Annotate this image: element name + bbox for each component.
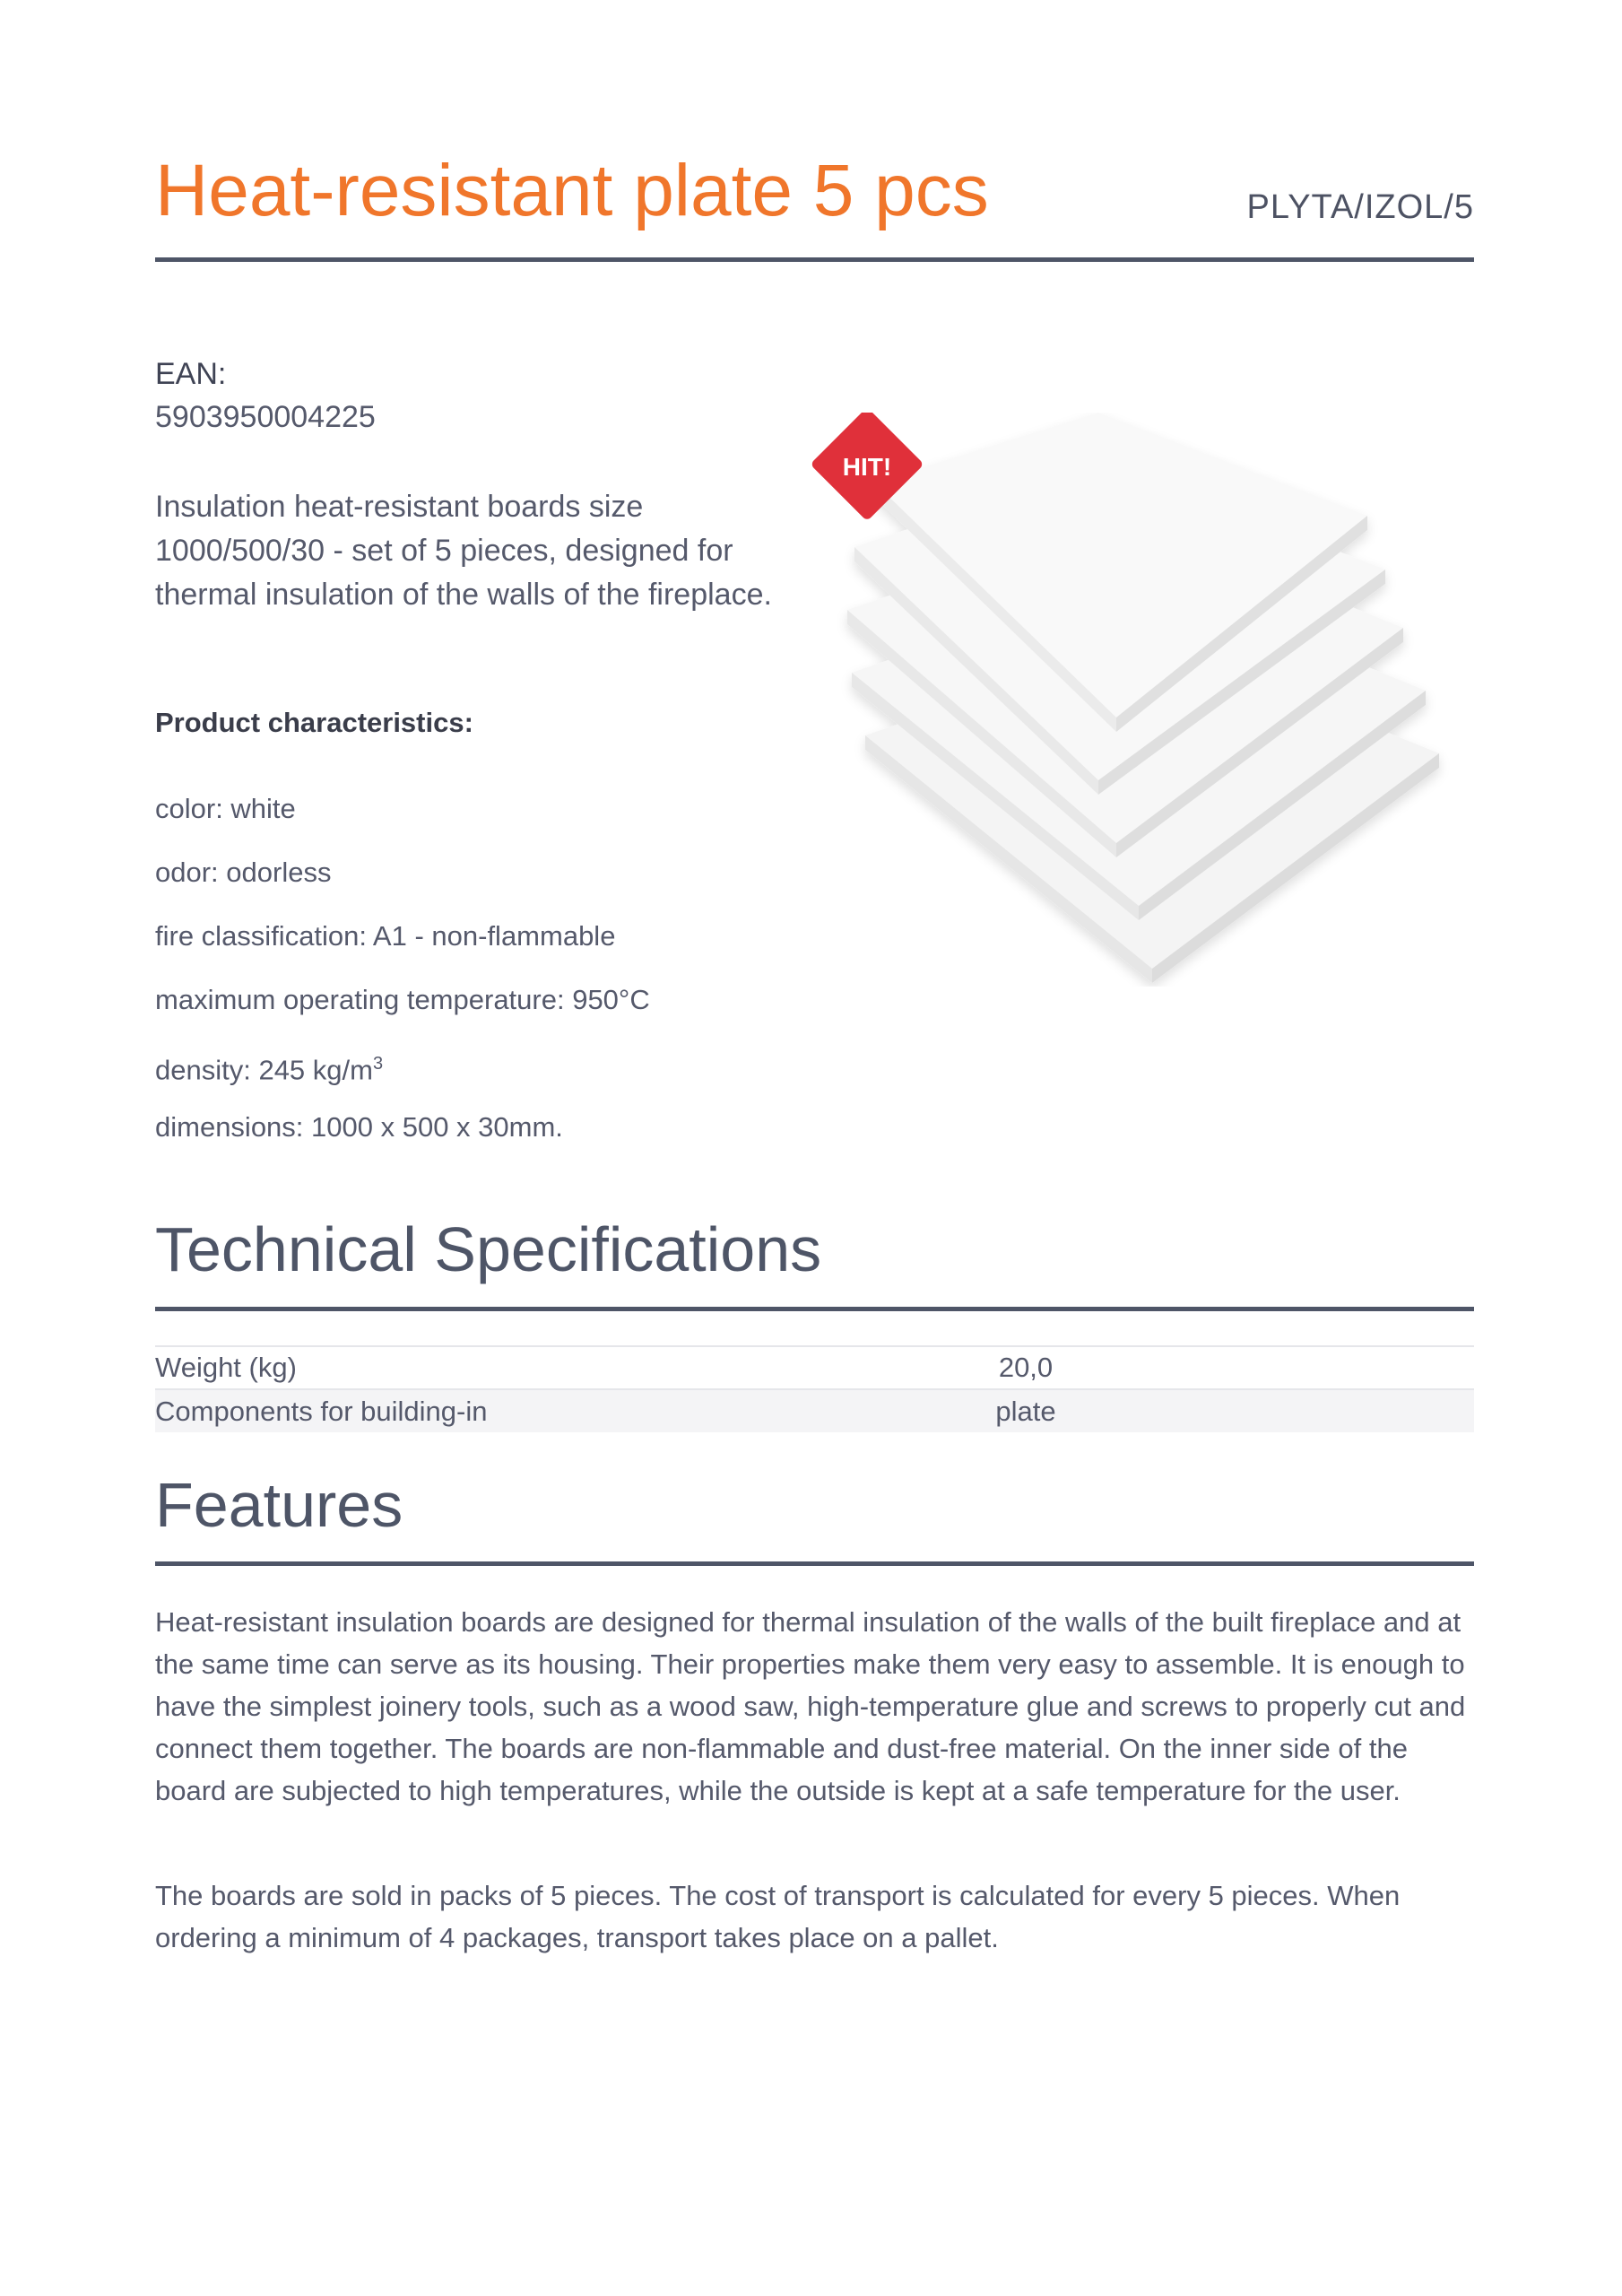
features-paragraph: Heat-resistant insulation boards are designed for thermal insulation of the walls of the built fireplace and at the same time can serve as its housing. Their properties make them very easy to assemble. It is enough to have the simplest joinery tools, such as a wood saw, high-temperature glue and screws to properly cut and connect them together. The boards are non-flammable and dust-free material. On the inner side of the board are subjected to high temperatures, while the outside is kept at a safe temperature for the user.: [155, 1606, 1466, 1806]
table-row: [155, 1346, 1474, 1389]
characteristic-item: odor: odorless: [155, 857, 332, 888]
characteristic-item: fire classification: A1 - non-flammable: [155, 920, 616, 952]
technical-divider: [155, 1307, 1474, 1311]
density-exponent: 3: [372, 1054, 384, 1074]
characteristic-item-density: [155, 1046, 650, 1109]
product-image: [811, 413, 1457, 987]
characteristic-item: color: white: [155, 793, 296, 824]
product-title: Heat-resistant plate 5 pcs: [155, 150, 989, 231]
characteristics-list: [155, 791, 650, 1173]
ean-label: EAN:: [155, 357, 227, 391]
characteristic-item: maximum operating temperature: 950°C: [155, 984, 650, 1015]
spec-label: Weight (kg): [155, 1352, 297, 1383]
product-description: Insulation heat-resistant boards size 1000/500/30 - set of 5 pieces, designed for thermal insulation of the walls of the fireplace.: [155, 490, 772, 612]
hit-badge-text: HIT!: [842, 453, 892, 481]
features-divider: [155, 1561, 1474, 1566]
table-row: [155, 1389, 1474, 1432]
features-paragraph: The boards are sold in packs of 5 pieces. The cost of transport is calculated for every 5 pieces. When ordering a minimum of 4 packages, transport takes place on a pallet.: [155, 1880, 1401, 1953]
spec-value: 20,0: [998, 1352, 1054, 1383]
title-divider: [155, 257, 1474, 262]
spec-table: [155, 1345, 1474, 1432]
characteristics-heading: Product characteristics:: [155, 707, 473, 738]
ean-value: 5903950004225: [155, 400, 376, 434]
technical-specifications-title: Technical Specifications: [155, 1214, 822, 1284]
spec-label: Components for building-in: [155, 1395, 488, 1427]
board-stack: [847, 413, 1439, 983]
features-title: Features: [155, 1470, 403, 1540]
characteristic-item: dimensions: 1000 x 500 x 30mm.: [155, 1111, 563, 1143]
product-sku: PLYTA/IZOL/5: [1246, 188, 1474, 226]
density-text: density: 245 kg/m: [155, 1054, 373, 1086]
spec-value: plate: [995, 1395, 1056, 1427]
